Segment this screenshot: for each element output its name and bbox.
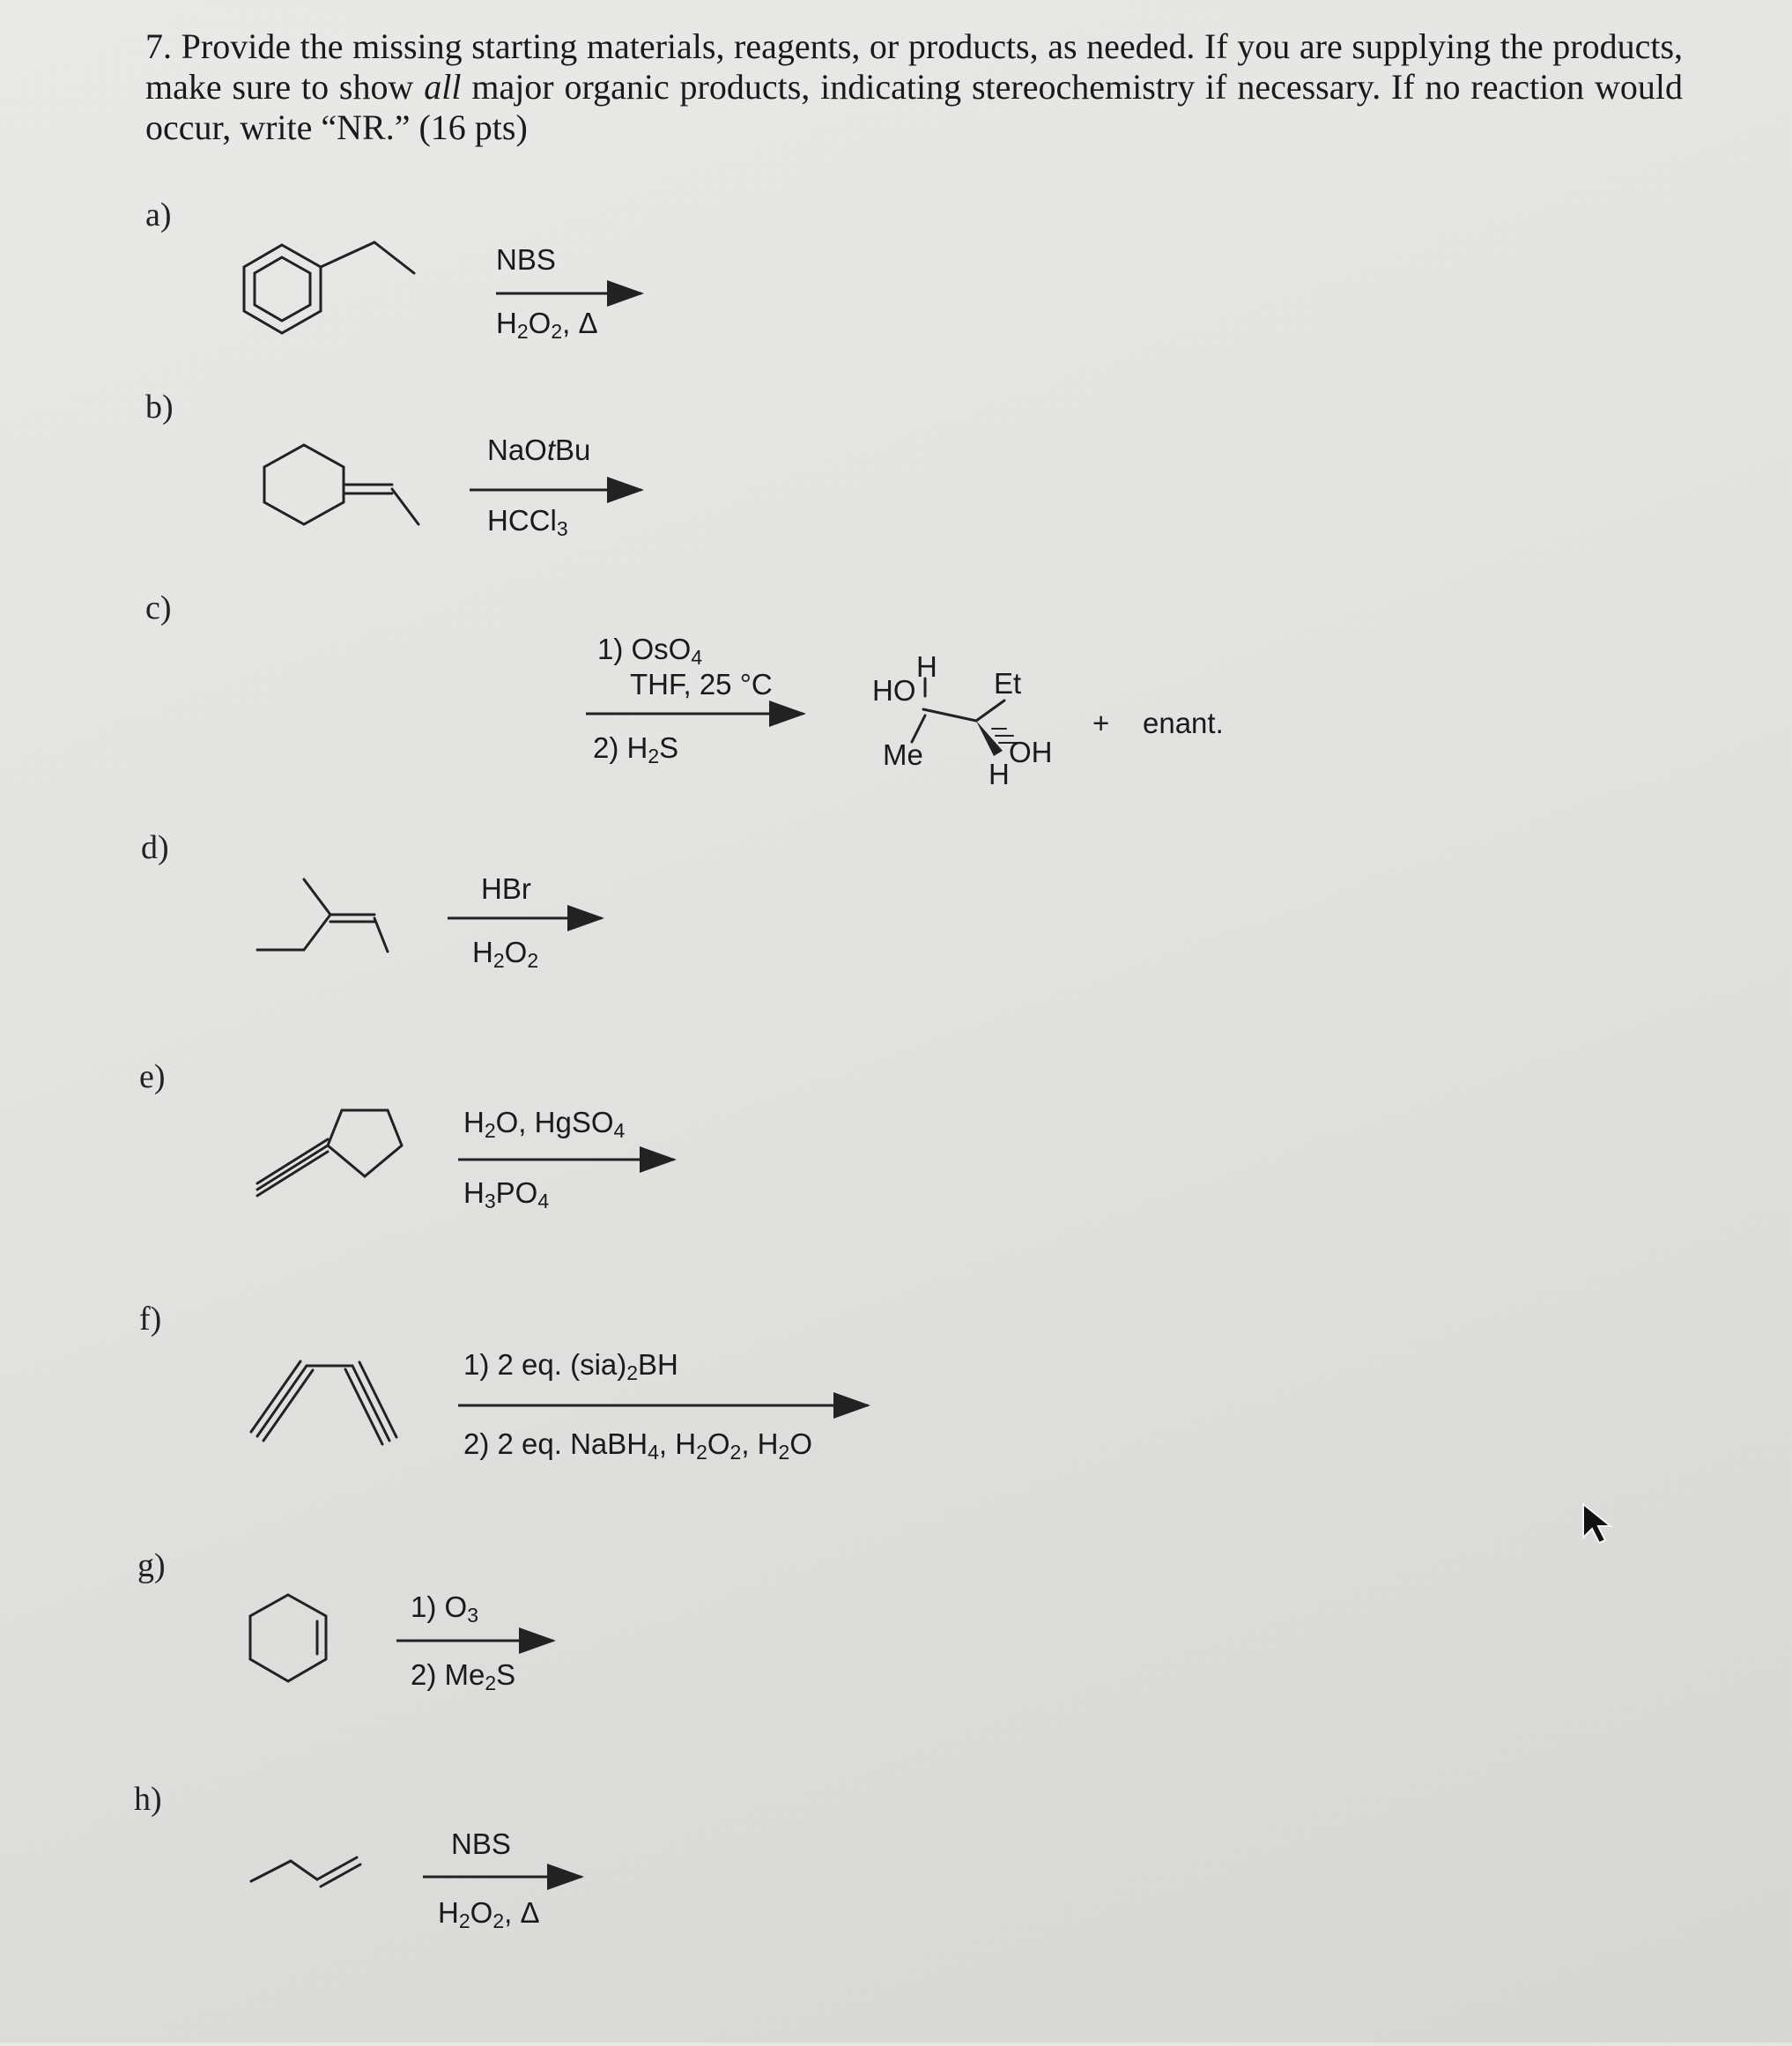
part-a-label: a) — [145, 196, 172, 234]
part-g-reagent-above: 1) $O_3$ — [411, 1590, 478, 1627]
product-et-label: Et — [994, 667, 1022, 700]
part-f-reagent-below: 2) 2 eq. NaBH$_4$, $H_2O_2$, $H_2O$ — [463, 1427, 812, 1464]
product-me-label: Me — [883, 738, 923, 771]
part-h-label: h) — [134, 1781, 162, 1818]
enantiomer-label: enant. — [1143, 707, 1224, 739]
part-f-reagent-above: 1) 2 eq. $(sia)_2BH$ — [463, 1348, 678, 1384]
question-number: 7. — [145, 26, 172, 66]
part-c-step1-conditions: THF, 25 °C — [630, 668, 773, 701]
part-f-label: f) — [139, 1301, 162, 1338]
question-text-part-1: Provide the missing starting materials, reagents, or products, as needed. If you are supplying the products, make sure to show — [145, 26, 1684, 107]
part-c-step1: 1) OsO$_4$ — [597, 633, 703, 669]
question-text-part-2: major organic products, indicating stereochemistry if necessary. If no reaction would occur, write “NR.” (16 pts) — [145, 67, 1684, 147]
part-h-reagent-above: NBS — [451, 1827, 511, 1860]
part-b-label: b) — [145, 389, 174, 426]
part-c-label: c) — [145, 589, 172, 626]
part-g-reagent-below: 2) $Me_2S$ — [411, 1658, 516, 1694]
product-ho-label: HO — [872, 674, 916, 707]
part-b-reagent-above: NaOtBu — [487, 434, 591, 466]
part-g-label: g) — [137, 1547, 166, 1584]
part-e-reagent-above: $H_2O$, HgSO$_4$ — [463, 1106, 626, 1142]
part-e-reagent-below: $H_3PO_4$ — [463, 1176, 550, 1212]
product-oh-label: OH — [1009, 736, 1053, 768]
question-emphasis: all — [424, 67, 462, 107]
part-e-label: e) — [139, 1058, 166, 1095]
mouse-cursor-icon — [1581, 1502, 1613, 1545]
part-c-step2: 2) $H_2S$ — [593, 731, 679, 767]
part-a-reagent-below: $H_2O_2$, Δ — [496, 307, 598, 343]
part-a-reagent-above: NBS — [496, 243, 556, 276]
part-h-reagent-below: $H_2O_2$, Δ — [438, 1896, 540, 1932]
part-d-label: d) — [141, 829, 169, 866]
product-h-top-label: H — [916, 650, 937, 683]
part-d-reagent-above: HBr — [481, 872, 531, 905]
product-h-bottom-label: H — [989, 758, 1010, 790]
part-b-reagent-below: HCCl$_3$ — [487, 504, 568, 540]
part-d-reagent-below: $H_2O_2$ — [472, 936, 539, 972]
plus-sign: + — [1092, 707, 1110, 739]
